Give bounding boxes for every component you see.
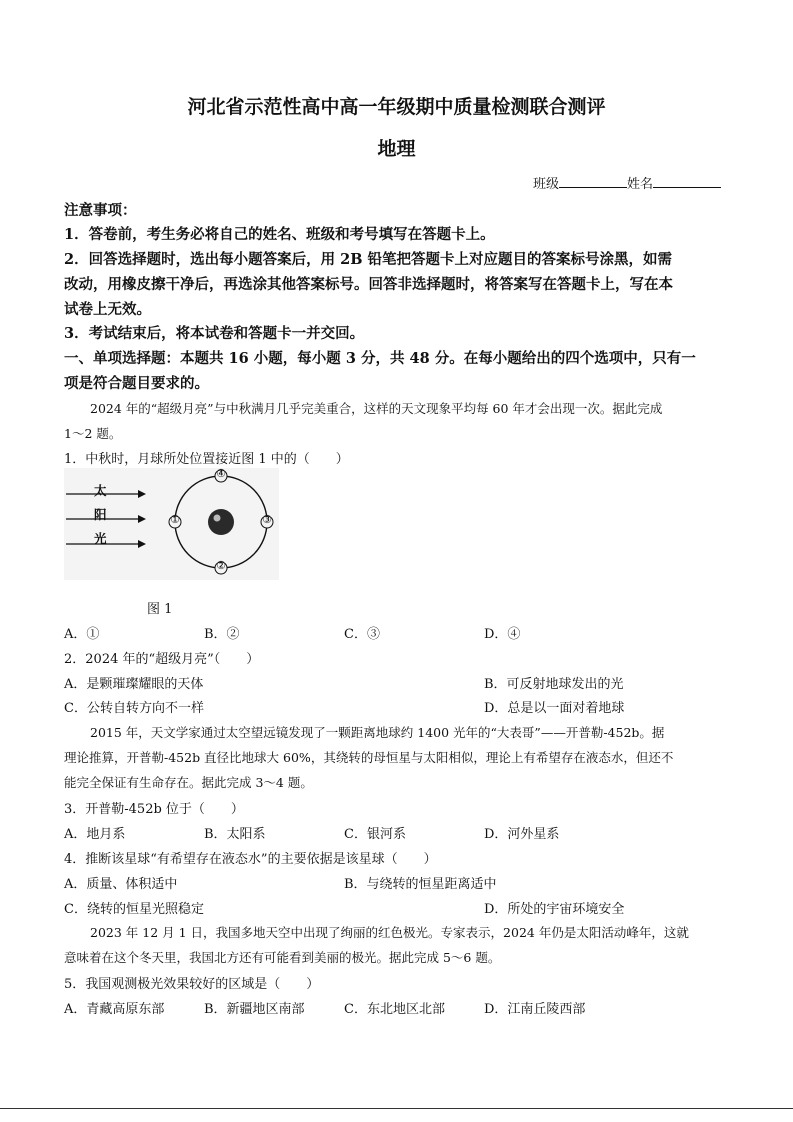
notice-item-2-line-1: 2．回答选择题时，选出每小题答案后，用 2B 铅笔把答题卡上对应题目的答案标号涂黑，如需 — [64, 251, 673, 268]
passage-2-line-2: 理论推算，开普勒-452b 直径比地球大 60%，其绕转的母恒星与太阳相似，理论上有希望存在液态水，但还不 — [64, 750, 674, 765]
sun-char-2: 阳 — [94, 507, 107, 522]
q3-stem: 3．开普勒-452b 位于（ ） — [64, 802, 244, 817]
class-blank — [559, 174, 627, 188]
notice-heading: 注意事项： — [64, 202, 137, 219]
passage-2-line-1: 2015 年，天文学家通过太空望远镜发现了一颗距离地球约 1400 光年的“大表哥”——开普勒-452b。据 — [90, 725, 665, 740]
student-info — [533, 173, 721, 192]
name-blank — [653, 174, 721, 188]
section-1-line-1: 一、单项选择题：本题共 16 小题，每小题 3 分，共 48 分。在每小题给出的四个选项中，只有一 — [64, 350, 696, 367]
class-label: 班级 — [533, 177, 560, 192]
arrowhead-2 — [138, 515, 146, 523]
q3-option-a: A．地月系 — [64, 827, 126, 842]
earth-highlight — [214, 515, 221, 522]
q2-option-a: A．是颗璀璨耀眼的天体 — [64, 677, 204, 692]
passage-3-line-1: 2023 年 12 月 1 日，我国多地天空中出现了绚丽的红色极光。专家表示，2024 年仍是太阳活动峰年，这就 — [90, 925, 689, 940]
q5-option-d: D．江南丘陵西部 — [484, 1002, 586, 1017]
q5-stem: 5．我国观测极光效果较好的区域是（ ） — [64, 977, 320, 992]
notice-item-2-line-2: 改动，用橡皮擦干净后，再选涂其他答案标号。回答非选择题时，将答案写在答题卡上，写在本 — [64, 276, 673, 293]
section-1-line-2: 项是符合题目要求的。 — [64, 375, 209, 392]
q2-stem: 2．2024 年的“超级月亮”（ ） — [64, 652, 260, 667]
position-3: ③ — [262, 513, 272, 526]
passage-2-line-3: 能完全保证有生命存在。据此完成 3～4 题。 — [64, 775, 313, 790]
q1-option-d: D．④ — [484, 627, 521, 642]
page-bottom-divider — [0, 1108, 793, 1109]
exam-title: 河北省示范性高中高一年级期中质量检测联合测评 — [187, 96, 606, 118]
q2-option-b: B．可反射地球发出的光 — [484, 677, 624, 692]
q4-stem: 4．推断该星球“有希望存在液态水”的主要依据是该星球（ ） — [64, 852, 437, 867]
position-1: ① — [170, 513, 180, 526]
passage-3-line-2: 意味着在这个冬天里，我国北方还有可能看到美丽的极光。据此完成 5～6 题。 — [64, 950, 501, 965]
q1-option-c: C．③ — [344, 627, 380, 642]
q4-option-b: B．与绕转的恒星距离适中 — [344, 877, 497, 892]
q1-option-b: B．② — [204, 627, 240, 642]
q1-option-a: A．① — [64, 627, 100, 642]
q5-option-b: B．新疆地区南部 — [204, 1002, 305, 1017]
notice-item-2-line-3: 试卷上无效。 — [64, 301, 151, 318]
notice-item-1: 1．答卷前，考生务必将自己的姓名、班级和考号填写在答题卡上。 — [64, 226, 495, 243]
q3-option-c: C．银河系 — [344, 827, 406, 842]
q3-option-b: B．太阳系 — [204, 827, 266, 842]
earth-icon — [208, 509, 234, 535]
passage-1-line-1: 2024 年的“超级月亮”与中秋满月几乎完美重合，这样的天文现象平均每 60 年才会出现一次。据此完成 — [90, 401, 663, 416]
sun-char-3: 光 — [94, 531, 107, 546]
q1-stem: 1．中秋时，月球所处位置接近图 1 中的（ ） — [64, 452, 349, 467]
position-2: ② — [216, 559, 226, 572]
q4-option-c: C．绕转的恒星光照稳定 — [64, 902, 204, 917]
q2-option-d: D．总是以一面对着地球 — [484, 701, 625, 716]
name-label: 姓名 — [627, 177, 654, 192]
figure-1-caption: 图 1 — [147, 602, 173, 617]
arrowhead-1 — [138, 490, 146, 498]
notice-item-3: 3．考试结束后，将本试卷和答题卡一并交回。 — [64, 325, 365, 342]
q5-option-a: A．青藏高原东部 — [64, 1002, 165, 1017]
arrowhead-3 — [138, 540, 146, 548]
q3-option-d: D．河外星系 — [484, 827, 560, 842]
sun-char-1: 太 — [94, 483, 107, 498]
q2-option-c: C．公转自转方向不一样 — [64, 701, 204, 716]
position-4: ④ — [216, 467, 226, 480]
subject-title: 地理 — [377, 138, 416, 160]
figure-1 — [64, 468, 279, 580]
q5-option-c: C．东北地区北部 — [344, 1002, 445, 1017]
passage-1-line-2: 1～2 题。 — [64, 426, 122, 441]
q4-option-d: D．所处的宇宙环境安全 — [484, 902, 625, 917]
q4-option-a: A．质量、体积适中 — [64, 877, 178, 892]
